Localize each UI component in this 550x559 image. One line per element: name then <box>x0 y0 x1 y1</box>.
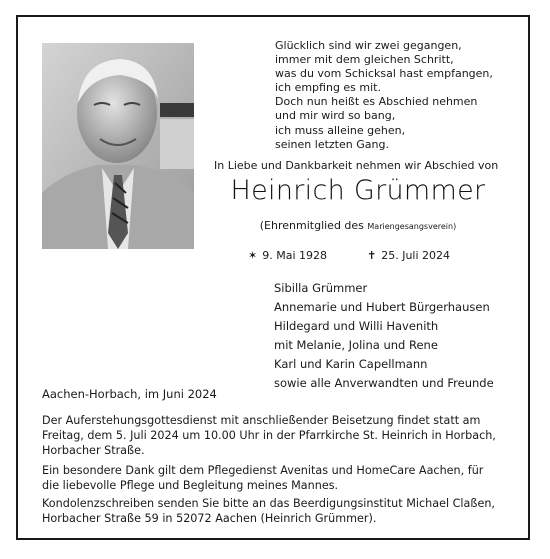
intro-text: In Liebe und Dankbarkeit nehmen wir Abschied von <box>214 159 499 172</box>
deceased-name: Heinrich Grümmer <box>230 175 486 206</box>
obituary-frame <box>16 15 530 540</box>
paragraph-line: Horbacher Straße 59 in 52072 Aachen (Heinrich Grümmer). <box>42 512 377 525</box>
list-item: sowie alle Anverwandten und Freunde <box>274 376 494 390</box>
list-item: mit Melanie, Jolina und Rene <box>274 338 438 352</box>
honorary-membership <box>188 219 528 232</box>
poem-line: Doch nun heißt es Abschied nehmen <box>275 95 478 109</box>
birth <box>248 249 327 262</box>
list-item: Annemarie und Hubert Bürgerhausen <box>274 300 490 314</box>
service-paragraph <box>42 413 522 458</box>
honor-prefix: (Ehrenmitglied des <box>259 219 364 232</box>
list-item: Karl und Karin Capellmann <box>274 357 428 371</box>
poem-line: ich muss alleine gehen, <box>275 123 406 137</box>
paragraph-line: Kondolenzschreiben senden Sie bitte an das Beerdigungsinstitut Michael Claßen, <box>42 497 495 510</box>
mourners-list <box>274 279 534 393</box>
paragraph-line: Horbacher Straße. <box>42 444 145 457</box>
poem-line: immer mit dem gleichen Schritt, <box>275 53 454 67</box>
poem-line: und mir wird so bang, <box>275 109 396 123</box>
death-date: 25. Juli 2024 <box>381 249 451 262</box>
poem-line: seinen letzten Gang. <box>275 137 389 151</box>
cross-icon: ✝ <box>367 249 377 262</box>
paragraph-line: Der Auferstehungsgottesdienst mit anschließender Beisetzung findet statt am <box>42 414 481 427</box>
list-item: Sibilla Grümmer <box>274 281 368 295</box>
poem-line: Glücklich sind wir zwei gegangen, <box>275 39 462 52</box>
poem-line: was du vom Schicksal hast empfangen, <box>275 67 493 81</box>
thanks-paragraph <box>42 463 522 493</box>
portrait-photo <box>42 43 194 249</box>
condolences-paragraph <box>42 496 522 526</box>
star-icon: ✶ <box>248 249 258 262</box>
poem-line: ich empfing es mit. <box>275 81 381 95</box>
paragraph-line: Ein besondere Dank gilt dem Pflegedienst Avenitas und HomeCare Aachen, für <box>42 464 484 477</box>
list-item: Hildegard und Willi Havenith <box>274 319 439 333</box>
poem <box>275 39 515 152</box>
place-date: Aachen-Horbach, im Juni 2024 <box>42 387 217 401</box>
birth-date: 9. Mai 1928 <box>262 249 327 262</box>
death <box>367 249 450 262</box>
honor-organization: Mariengesangsverein) <box>367 222 457 231</box>
paragraph-line: die liebevolle Pflege und Begleitung meines Mannes. <box>42 479 339 492</box>
paragraph-line: Freitag, dem 5. Juli 2024 um 10.00 Uhr in der Pfarrkirche St. Heinrich in Horbach, <box>42 429 496 442</box>
